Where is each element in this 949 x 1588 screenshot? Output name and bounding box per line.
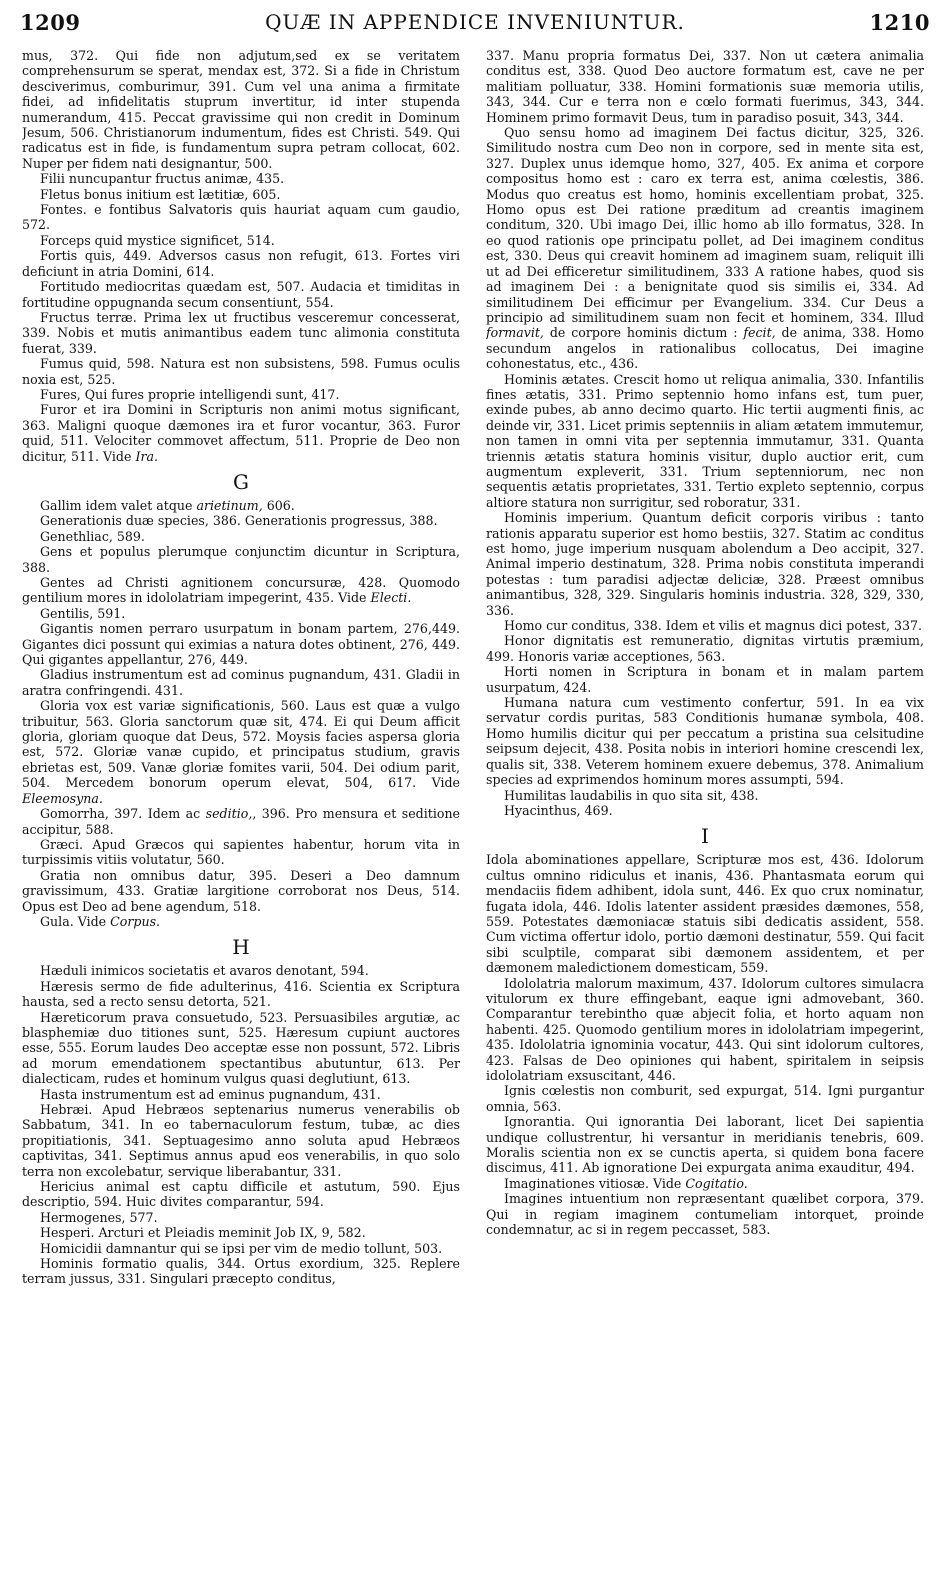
index-entry: [22, 498, 460, 513]
index-entry: [486, 510, 924, 618]
index-entry: [22, 963, 460, 978]
entry-text: Gigantis nomen perraro usurpatum in bonam partem, 276,449. Gigantes dici possunt qui eximias a natura dotes obtinent, 276, 449. Qui gigantes appellantur, 276, 449.: [22, 621, 460, 668]
index-entry: [22, 402, 460, 464]
entry-text: Hebræi. Apud Hebræos septenarius numerus venerabilis ob Sabbatum, 341. In eo tabernaculorum festum, tubæ, ac dies propitiationis, 341. Septuagesimo anno soluta apud Hebræos captivitas, 341. Septimus annus apud eos venerabilis, in quo solo terra non excolebatur, servique liberabantur, 331.: [22, 1102, 460, 1179]
index-entry: [22, 544, 460, 575]
entry-text: Hæresis sermo de fide adulterinus, 416. Scientia ex Scriptura hausta, sed a recto sensu detorta, 521.: [22, 978, 460, 1010]
entry-text: Gomorrha, 397. Idem ac: [40, 806, 201, 822]
index-entry: [22, 914, 460, 929]
entry-text: Idola abominationes appellare, Scripturæ mos est, 436. Idolorum cultus omnino ridiculus et inanis, 436. Phantasmata eorum qui mendaciis fidem adhibent, idola sunt, 446. Ex quo crux nominatur, fugata idola, 446. Idolis latenter assident præsides dæmones, 558, 559. Potestates dæmoniacæ statuis sibi dedicatis assident, 558. Cum victima offertur idolo, portio dæmoni destinatur, 559. Qui facit sibi sculptile, comparat sibi dæmonem assidentem, et per dæmonem maledictionem domesticam, 559.: [486, 852, 924, 976]
entry-text: de corpore hominis dictum :: [543, 325, 738, 341]
entry-text: Horti nomen in Scriptura in bonam et in malam partem usurpatum, 424.: [486, 664, 924, 695]
right-column: [486, 48, 924, 1578]
index-entry: [22, 837, 460, 868]
entry-italic-text: Ira.: [135, 448, 158, 464]
index-entry: [22, 1241, 460, 1256]
index-entry: [486, 1114, 924, 1176]
index-entry: [22, 356, 460, 387]
entry-text: Hominis ætates. Crescit homo ut reliqua animalia, 330. Infantilis fines ætatis, 331. Primo septennio homo infans est, tum puer, exinde pubes, ab anno decimo quarto. Hic tertii augmenti finis, ac deinde vir, 331. Licet primis septenniis in aliam ætatem immutemur, non tamen in omni vita per septennia immutamur, 331. Quanta triennis ætatis statura hominis visitur, duplo auctior erit, cum augmentum expleverit, 331. Trium septenniorum, nec non sequentis ætatis proprietates, 331. Tertio expleto septennio, corpus altiore statura non surrigitur, sed roboratur, 331.: [486, 371, 924, 510]
entry-text: Gratia non omnibus datur, 395. Deseri a Deo damnum gravissimum, 433. Gratiæ largitione corroborat nos Deus, 514. Opus est Deo ad bene agendum, 518.: [22, 867, 460, 914]
entry-text: Gloria vox est variæ significationis, 560. Laus est quæ a vulgo tribuitur, 563. Gloria sanctorum quæ sit, 474. Ei qui Deum afficit gloria, gloriam quoque dat Deus, 572. Moysis facies aspersa gloria est, 572. Gloriæ vanæ cupido, et principatus studium, gravis ebrietas est, 509. Vanæ gloriæ fomites varii, 504. Dei odium parit, 504. Mercedem bonorum operum elevat, 504, 617. Vide: [22, 698, 460, 791]
index-entry: [22, 606, 460, 621]
page-number-right: 1210: [869, 10, 930, 35]
index-entry: [22, 1210, 460, 1225]
entry-text: de anima, 338. Homo secundum angelos in rationalibus collocatus, Dei imagine cohonestatus, etc., 436.: [486, 325, 924, 372]
entry-italic-text: Eleemosyna.: [22, 790, 103, 806]
index-entry: [486, 1083, 924, 1114]
index-entry: [22, 513, 460, 528]
entry-text: Hæreticorum prava consuetudo, 523. Persuasibiles argutiæ, ac blasphemiæ duo titiones sunt, 525. Hæresum cupiunt auctores esse, 555. Eorum laudes Deo acceptæ esse non possunt, 572. Libris ad morum emendationem spectantibus abutuntur, 613. Per dialecticam, rudes et hominum vulgus quasi deglutiunt, 613.: [22, 1009, 460, 1087]
entry-text: Imagines intuentium non repræsentant quælibet corpora, 379. Qui in regiam imaginem contumeliam intorquet, proinde condemnatur, ac si in regem peccasset, 583.: [486, 1191, 924, 1238]
index-entry: [486, 618, 924, 633]
entry-text: Gladius instrumentum est ad cominus pugnandum, 431. Gladii in aratra confringendi. 431.: [22, 667, 460, 698]
entry-text: Humana natura cum vestimento confertur, 591. In ea vix servatur cordis puritas, 583 Conditionis humanæ symbola, 408. Homo humilis dicitur qui per peccatum a pristina sua celsitudine seipsum dejecit, 438. Posita nobis in interiori homine crescendi lex, qualis sit, 338. Veterem hominem exuere debemus, 378. Animalium species ad exprimendos hominum mores assumpti, 594.: [486, 695, 924, 788]
index-entry: [486, 372, 924, 511]
index-entry: [22, 806, 460, 837]
entry-text: Fures, Qui fures proprie intelligendi sunt, 417.: [40, 386, 340, 402]
entry-text: Forceps quid mystice significet, 514.: [40, 232, 275, 248]
index-entry: [22, 1225, 460, 1240]
left-column: [22, 48, 460, 1578]
index-entry: [22, 248, 460, 279]
entry-italic-text: Electi.: [370, 590, 412, 606]
index-entry: [22, 575, 460, 606]
entry-italic-text: formavit,: [486, 325, 544, 341]
index-entry: [486, 1176, 924, 1191]
index-entry: [486, 695, 924, 787]
entry-text: Hasta instrumentum est ad eminus pugnandum, 431.: [40, 1086, 381, 1102]
entry-text: 337. Manu propria formatus Dei, 337. Non ut cætera animalia conditus est, 338. Quod Deo auctore formatum est, cave ne per malitiam polluatur, 338. Homini formationis suæ memoria utilis, 343, 344. Cur e terra non e cœlo formati fuerimus, 343, 344. Hominem primo formavit Deus, tum in paradiso posuit, 343, 344.: [486, 48, 924, 125]
index-entry: [22, 1102, 460, 1179]
entry-text: Honor dignitatis est remuneratio, dignitas virtutis præmium, 499. Honoris variæ acceptiones, 563.: [486, 633, 924, 664]
entry-text: Fletus bonus initium est lætitiæ, 605.: [40, 186, 281, 202]
entry-text: Quo sensu homo ad imaginem Dei factus dicitur, 325, 326. Similitudo nostra cum Deo non in corpore, sed in mente sita est, 327. Duplex unus idemque homo, 327, 405. Ex anima et corpore compositus homo est : caro ex terra est, anima cœlestis, 386. Modus quo creatus est homo, hominis excellentiam probat, 325. Homo opus est Dei ratione præditum ad creantis imaginem conditum, 320. Ubi imago Dei, illic homo ab illo formatus, 328. In eo quod rationis ope principatu pollet, ad Dei imaginem conditus est, 330. Deus qui creavit hominem ad imaginem suam, reliquit illi ut ad Dei efficeretur similitudinem, 333 A ratione habes, quod sis ad imaginem Dei : a benignitate quod sis similis ei, 334. Ad similitudinem Dei efficimur per Evangelium. 334. Cur Deus a principio ad similitudinem suam non fecit et hominem, 334. Illud: [486, 125, 924, 325]
index-entry: [486, 788, 924, 803]
index-entry: [486, 976, 924, 1084]
index-entry: [22, 187, 460, 202]
section-letter: G: [233, 469, 249, 494]
entry-text: Gallim idem valet atque: [40, 497, 193, 513]
entry-text: Græci. Apud Græcos qui sapientes habentur, horum vita in turpissimis vitiis volutatur, 560.: [22, 836, 460, 868]
entry-italic-text: arietinum,: [196, 497, 263, 513]
entry-text: Fumus quid, 598. Natura est non subsistens, 598. Fumus oculis noxia est, 525.: [22, 356, 460, 387]
entry-text: mus, 372. Qui fide non adjutum,sed ex se veritatem comprehensurum se sperat, mendax est, 372. Si a fide in Christum desciverimus, comburimur, 391. Cum vel una anima a firmitate fidei, ad infidelitatis stuprum invertitur, id inter stupenda numerandum, 415. Peccat gravissime qui non credit in Dominum Jesum, 506. Christianorum indumentum, fides est Christi. 549. Qui radicatus est in fide, is fundamentum supra petram collocat, 602. Nuper per fidem nati designantur, 500.: [22, 48, 460, 171]
index-entry: [486, 125, 924, 372]
entry-text: 606.: [262, 497, 295, 513]
entry-text: Ignis cœlestis non comburit, sed expurgat, 514. Igni purgantur omnia, 563.: [486, 1083, 924, 1114]
index-entry: [22, 310, 460, 356]
page-number-left: 1209: [20, 10, 81, 35]
entry-text: Humilitas laudabilis in quo sita sit, 438.: [504, 787, 759, 803]
index-entry: [22, 1179, 460, 1210]
index-entry: [486, 803, 924, 818]
index-entry: [22, 1087, 460, 1102]
entry-text: Generationis duæ species, 386. Generationis progressus, 388.: [40, 513, 438, 529]
page-header: [20, 6, 930, 44]
index-entry: [22, 1010, 460, 1087]
entry-italic-text: fecit,: [743, 325, 776, 341]
index-entry: [486, 852, 924, 975]
entry-text: Homicidii damnantur qui se ipsi per vim de medio tollunt, 503.: [40, 1240, 443, 1256]
index-entry: [486, 633, 924, 664]
index-entry: [22, 48, 460, 171]
entry-text: , 396. Pro mensura et seditione accipitur, 588.: [22, 806, 460, 837]
section-letter: H: [232, 935, 250, 960]
index-entry: [22, 979, 460, 1010]
entry-italic-text: Cogitatio.: [685, 1175, 748, 1191]
index-entry: [486, 48, 924, 125]
entry-text: Fortitudo mediocritas quædam est, 507. Audacia et timiditas in fortitudine oppugnanda secum consentiunt, 554.: [22, 279, 460, 310]
entry-text: Hericius animal est captu difficile et astutum, 590. Ejus descriptio, 594. Huic divites comparantur, 594.: [22, 1179, 460, 1210]
entry-italic-text: Corpus.: [110, 913, 161, 929]
index-entry: [22, 279, 460, 310]
entry-text: Hyacinthus, 469.: [504, 802, 613, 818]
entry-text: Idololatria malorum maximum, 437. Idolorum cultores simulacra vitulorum ex thure effingebant, eaque igni admovebant, 360. Comparantur terebintho quæ abjecit folia, et horto aquam non habenti. 425. Quomodo gentilium mores in idololatriam impegerint, 435. Idololatria ignominia vocatur, 443. Qui sint idolorum cultores, 423. Falsas de Deo opiniones qui habent, spiritalem in seipsis idololatriam exsuscitant, 446.: [486, 975, 924, 1083]
entry-text: Gens et populus plerumque conjunctim dicuntur in Scriptura, 388.: [22, 544, 460, 575]
entry-text: Gentes ad Christi agnitionem concursuræ, 428. Quomodo gentilium mores in idololatriam impegerint, 435. Vide: [22, 575, 460, 606]
entry-text: Gentilis, 591.: [40, 605, 126, 621]
index-entry: [22, 387, 460, 402]
index-entry: [22, 1256, 460, 1287]
index-entry: [22, 171, 460, 186]
entry-italic-text: seditio,: [205, 806, 253, 822]
entry-text: Gula. Vide: [40, 913, 107, 929]
index-entry: [22, 529, 460, 544]
section-letter: I: [701, 824, 709, 849]
entry-text: Filii nuncupantur fructus animæ, 435.: [40, 171, 285, 187]
running-title: QUÆ IN APPENDICE INVENIUNTUR.: [265, 10, 685, 34]
index-entry: [22, 233, 460, 248]
index-entry: [22, 868, 460, 914]
entry-text: Fortis quis, 449. Adversos casus non refugit, 613. Fortes viri deficiunt in atria Domini, 614.: [22, 248, 460, 279]
entry-text: Hesperi. Arcturi et Pleiadis meminit Job IX, 9, 582.: [40, 1225, 366, 1241]
index-entry: [486, 1191, 924, 1237]
entry-text: Hominis formatio qualis, 344. Ortus exordium, 325. Replere terram jussus, 331. Singulari præcepto conditus,: [22, 1256, 460, 1287]
entry-text: Hæduli inimicos societatis et avaros denotant, 594.: [40, 963, 369, 979]
entry-text: Imaginationes vitiosæ. Vide: [504, 1175, 682, 1191]
index-entry: [486, 664, 924, 695]
index-entry: [22, 667, 460, 698]
entry-text: Fructus terræ. Prima lex ut fructibus vesceremur concesserat, 339. Nobis et mutis animantibus eadem tunc alimonia constituta fuerat, 339.: [22, 309, 460, 356]
index-entry: [22, 202, 460, 233]
entry-text: Hermogenes, 577.: [40, 1209, 158, 1225]
index-entry: [22, 621, 460, 667]
entry-text: Fontes. e fontibus Salvatoris quis hauriat aquam cum gaudio, 572.: [22, 202, 460, 233]
entry-text: Ignorantia. Qui ignorantia Dei laborant, licet Dei sapientia undique collustrentur, hi versantur in meridianis tenebris, 609. Moralis scientia non ex se cunctis aperta, si quidem bona facere discimus, 411. Ab ignoratione Dei expurgata anima exauditur, 494.: [486, 1114, 924, 1176]
entry-text: Homo cur conditus, 338. Idem et vilis et magnus dici potest, 337.: [504, 618, 923, 634]
entry-text: Furor et ira Domini in Scripturis non animi motus significant, 363. Maligni quoque dæmones ira et furor vocantur, 363. Furor quid, 511. Velociter commovet affectum, 511. Proprie de Deo non dicitur, 511. Vide: [22, 402, 460, 464]
index-entry: [22, 698, 460, 806]
entry-text: Hominis imperium. Quantum deficit corporis viribus : tanto rationis apparatu superior est homo bestiis, 327. Statim ac conditus est homo, juge imperium nusquam abolendum a Deo accipit, 327. Animal imperio destinatum, 328. Prima nobis constituta imperandi potestas : tum paradisi adjectæ deliciæ, 328. Præest omnibus animantibus, 328, 329. Singularis hominis industria. 328, 329, 330, 336.: [486, 510, 924, 618]
entry-text: Genethliac, 589.: [40, 528, 145, 544]
